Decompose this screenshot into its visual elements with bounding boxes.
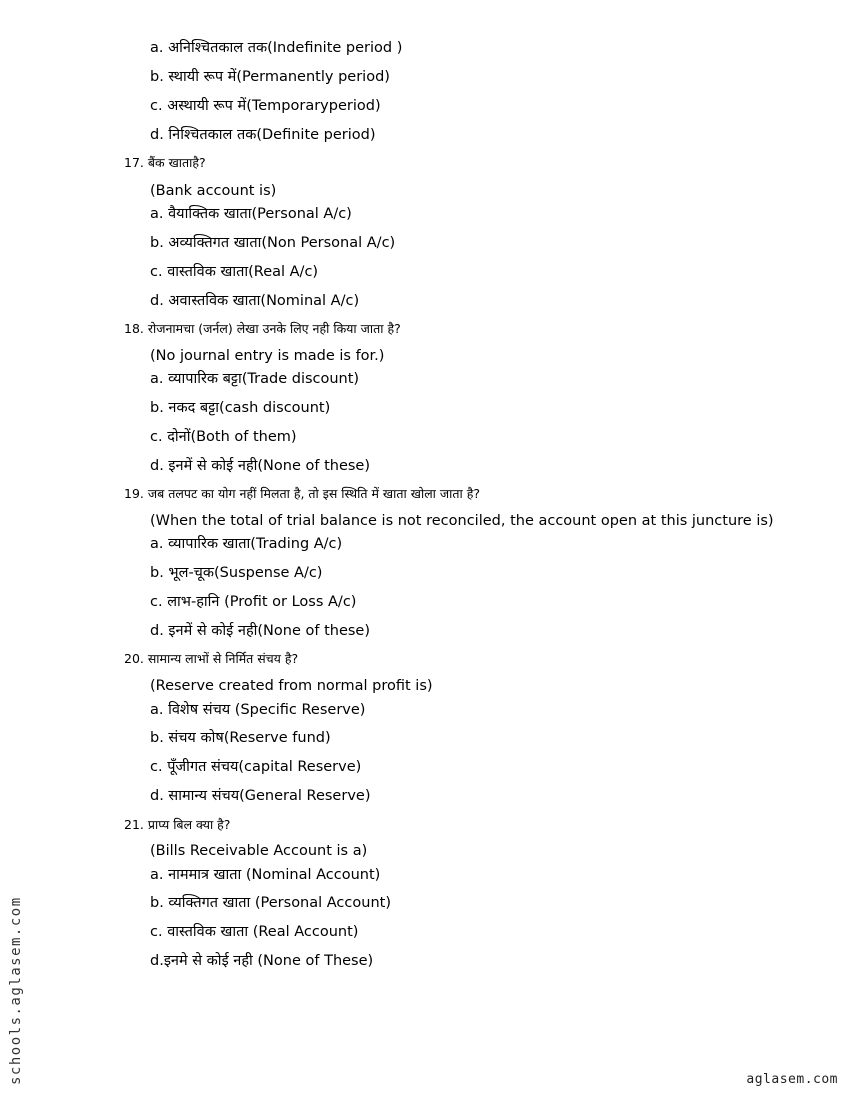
question-english: (No journal entry is made is for.): [150, 348, 385, 364]
question-text: 19. जब तलपट का योग नहीं मिलता है, तो इस स्थिति में खाता खोला जाता है?: [124, 486, 481, 501]
watermark-left: schools.aglasem.com: [8, 896, 24, 1085]
question-text: 20. सामान्य लाभों से निर्मित संचय है?: [124, 651, 299, 666]
option-text: b. स्थायी रूप में(Permanently period): [150, 69, 390, 85]
option-text: d. इनमें से कोई नही(None of these): [150, 458, 371, 474]
option-text: a. अनिश्चितकाल तक(Indefinite period ): [150, 40, 403, 56]
option-text: a. नाममात्र खाता (Nominal Account): [150, 867, 381, 883]
question-text: 21. प्राप्य बिल क्या है?: [124, 817, 231, 832]
option-text: c. पूँजीगत संचय(capital Reserve): [150, 759, 362, 775]
option-text: b. संचय कोष(Reserve fund): [150, 730, 331, 746]
option-text: b. भूल-चूक(Suspense A/c): [150, 565, 323, 581]
question-english: (Reserve created from normal profit is): [150, 678, 433, 694]
question-text: 17. बैंक खाताहै?: [124, 155, 206, 170]
option-text: a. विशेष संचय (Specific Reserve): [150, 702, 366, 718]
option-text: d. निश्चितकाल तक(Definite period): [150, 127, 376, 143]
option-text: b. अव्यक्तिगत खाता(Non Personal A/c): [150, 235, 396, 251]
option-text: d. इनमें से कोई नही(None of these): [150, 623, 371, 639]
option-text: a. वैयाक्तिक खाता(Personal A/c): [150, 206, 352, 222]
option-text: c. वास्तविक खाता (Real Account): [150, 924, 359, 940]
option-text: d. अवास्तविक खाता(Nominal A/c): [150, 293, 360, 309]
watermark-right: aglasem.com: [746, 1072, 838, 1087]
option-text: a. व्यापारिक बट्टा(Trade discount): [150, 371, 360, 387]
option-text: c. अस्थायी रूप में(Temporaryperiod): [150, 98, 381, 114]
question-english: (Bills Receivable Account is a): [150, 843, 368, 859]
option-text: a. व्यापारिक खाता(Trading A/c): [150, 536, 343, 552]
option-text: c. दोनों(Both of them): [150, 429, 297, 445]
question-text: 18. रोजनामचा (जर्नल) लेखा उनके लिए नही किया जाता है?: [124, 321, 401, 336]
option-text: b. नकद बट्टा(cash discount): [150, 400, 331, 416]
option-text: d.इनमे से कोई नही (None of These): [150, 953, 374, 969]
option-text: d. सामान्य संचय(General Reserve): [150, 788, 371, 804]
option-text: c. वास्तविक खाता(Real A/c): [150, 264, 319, 280]
option-text: c. लाभ-हानि (Profit or Loss A/c): [150, 594, 357, 610]
question-english: (When the total of trial balance is not reconciled, the account open at this juncture is): [150, 513, 774, 529]
option-text: b. व्यक्तिगत खाता (Personal Account): [150, 895, 391, 911]
question-english: (Bank account is): [150, 183, 277, 199]
